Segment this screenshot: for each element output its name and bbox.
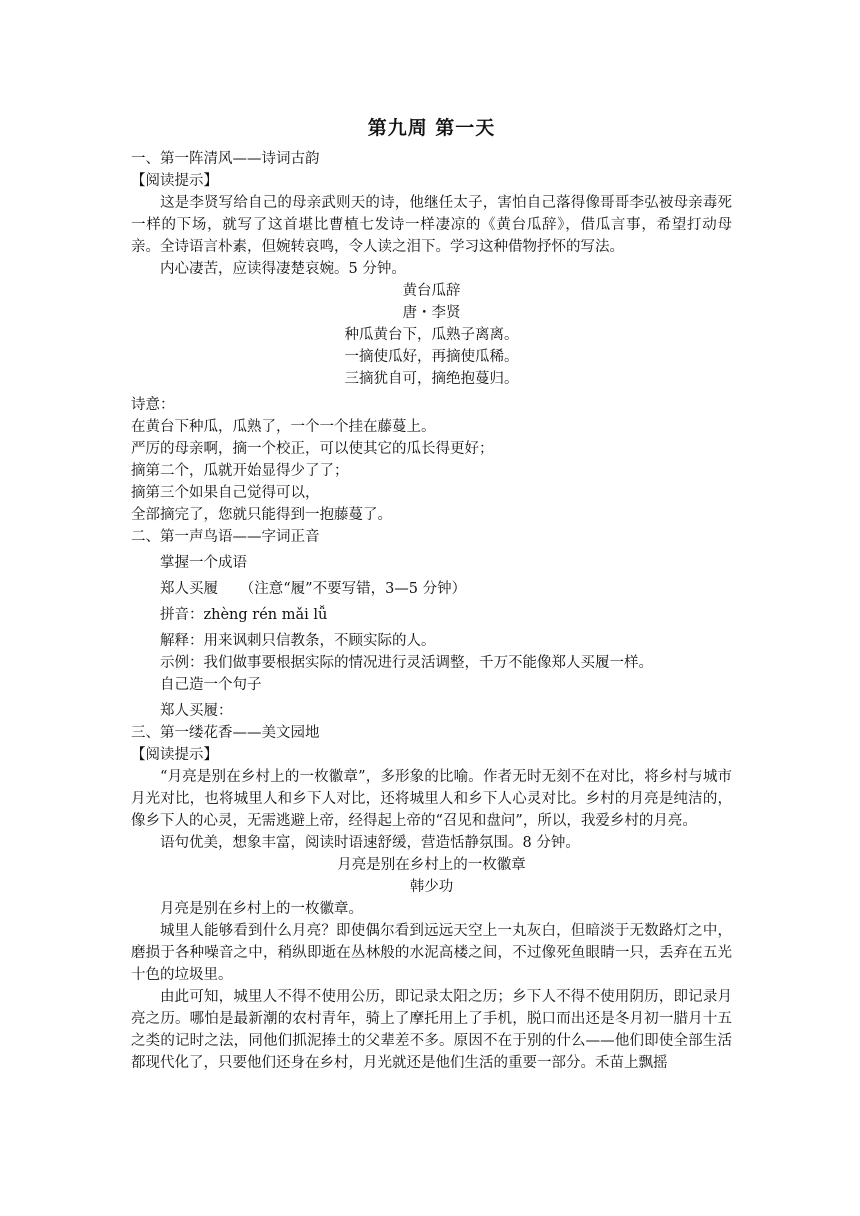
poem-line: 种瓜黄台下，瓜熟子离离。 xyxy=(344,327,519,343)
meaning-line: 摘第三个如果自己觉得可以， xyxy=(131,485,320,501)
article-paragraph: 由此可知，城里人不得不使用公历，即记录太阳之历；乡下人不得不使用阴历，即记录月亮之历。哪怕是最新潮的农村青年，骑上了摩托用上了手机，脱口而出还是冬月初一腊月十五之类的记时之法，同他们抓泥捧土的父辈差不多。原因不在于别的什么——他们即使全部生活都现代化了，只要他们还身在乡村，月光就还是他们生活的重要一部分。禾苗上飘摇 xyxy=(131,989,732,1071)
meaning-line: 严厉的母亲啊，摘一个校正，可以使其它的瓜长得更好； xyxy=(131,441,494,457)
article-title: 月亮是别在乡村上的一枚徽章 xyxy=(337,857,526,873)
meaning-line: 全部摘完了，您就只能得到一抱藤蔓了。 xyxy=(131,507,392,523)
section1-tip-paragraph: 这是李贤写给自己的母亲武则天的诗，他继任太子，害怕自己落得像哥哥李弘被母亲毒死一样的下场，就写了这首堪比曹植七发诗一样凄凉的《黄台瓜辞》，借瓜言事，希望打动母亲。全诗语言朴素，但婉转哀鸣，令人读之泪下。学习这种借物抒怀的写法。 xyxy=(131,195,732,255)
poem-author: 唐・李贤 xyxy=(402,305,461,321)
section1-instruction: 内心凄苦，应读得凄楚哀婉。5 分钟。 xyxy=(160,261,406,277)
poem-line: 一摘使瓜好，再摘使瓜稀。 xyxy=(344,349,519,365)
section1-heading: 一、第一阵清风——诗词古韵 xyxy=(131,151,320,167)
poem-title: 黄台瓜辞 xyxy=(402,283,461,299)
section3-tip-paragraph: “月亮是别在乡村上的一枚徽章”，多形象的比喻。作者无时无刻不在对比，将乡村与城市月光对比，也将城里人和乡下人对比，还将城里人和乡下人心灵对比。乡村的月亮是纯洁的，像乡下人的心灵，无需逃避上帝，经得起上帝的“召见和盘问”，所以，我爱乡村的月亮。 xyxy=(131,769,732,829)
section3-heading: 三、第一缕花香——美文园地 xyxy=(131,725,320,741)
poem-line: 三摘犹自可，摘绝抱蔓归。 xyxy=(344,371,519,387)
page-title: 第九周 第一天 xyxy=(367,117,496,139)
meaning-line: 摘第二个，瓜就开始显得少了了； xyxy=(131,463,349,479)
meaning-line: 在黄台下种瓜，瓜熟了，一个一个挂在藤蔓上。 xyxy=(131,419,436,435)
article-paragraph: 城里人能够看到什么月亮？即使偶尔看到远远天空上一丸灰白，但暗淡于无数路灯之中，磨损于各种噪音之中，稍纵即逝在丛林般的水泥高楼之间，不过像死鱼眼睛一只，丢弃在五光十色的垃圾里。 xyxy=(131,923,732,983)
idiom-line: 郑人买履 （注意“履”不要写错，3—5 分钟） xyxy=(160,581,467,597)
sentence-fill-label: 郑人买履： xyxy=(160,703,233,719)
article-author: 韩少功 xyxy=(409,879,454,895)
idiom-explanation: 解释：用来讽刺只信教条，不顾实际的人。 xyxy=(160,633,436,649)
idiom-pinyin: 拼音：zhèng rén mǎi lǚ xyxy=(160,607,328,623)
idiom-block xyxy=(131,552,732,722)
master-idiom-label: 掌握一个成语 xyxy=(160,555,247,571)
make-sentence-label: 自己造一个句子 xyxy=(160,677,262,693)
article-paragraph: 月亮是别在乡村上的一枚徽章。 xyxy=(160,901,363,917)
idiom-example: 示例：我们做事要根据实际的情况进行灵活调整，千万不能像郑人买履一样。 xyxy=(160,655,653,671)
section1-tip-label: 【阅读提示】 xyxy=(131,173,218,189)
section3-instruction: 语句优美，想象丰富，阅读时语速舒缓，营造恬静氛围。8 分钟。 xyxy=(160,835,580,851)
section2-heading: 二、第一声鸟语——字词正音 xyxy=(131,529,320,545)
section3-tip-label: 【阅读提示】 xyxy=(131,747,218,763)
meaning-label: 诗意： xyxy=(131,397,175,413)
